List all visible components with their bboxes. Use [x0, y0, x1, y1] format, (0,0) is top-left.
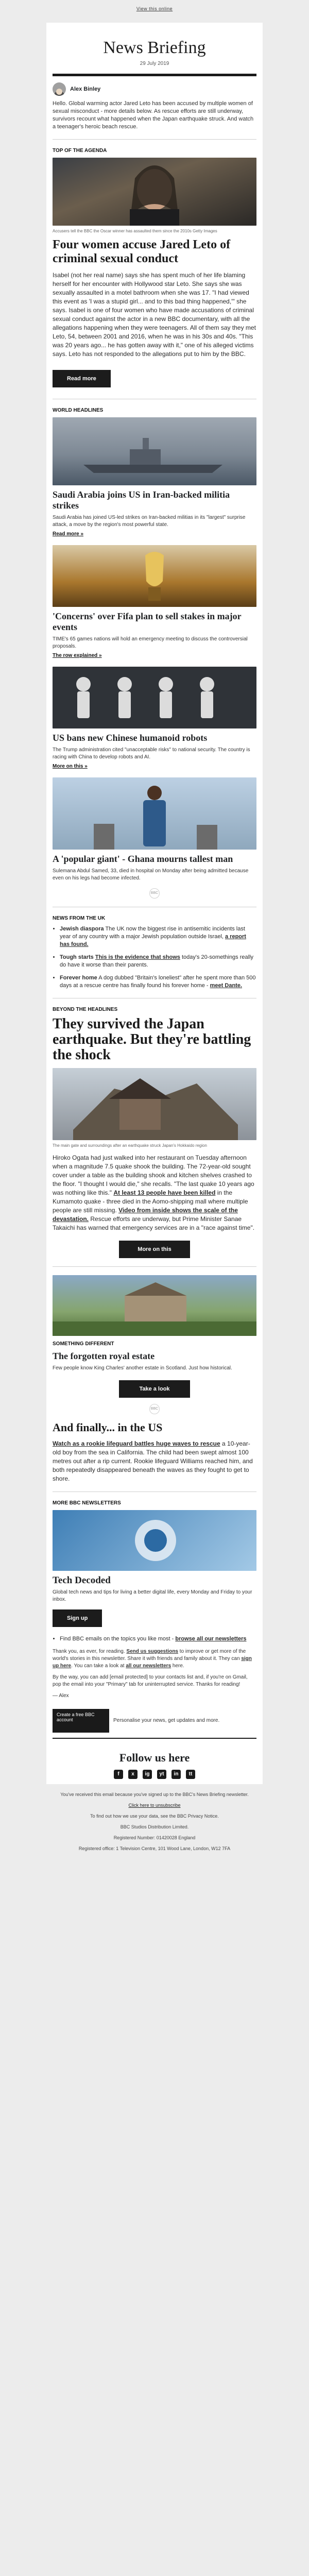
world-item-headline[interactable]: 'Concerns' over Fifa plan to sell stakes in major events: [53, 611, 242, 632]
privacy-notice: To find out how we use your data, see the BBC Privacy Notice.: [90, 1814, 219, 1819]
finally-link[interactable]: Watch as a rookie lifeguard battles huge waves to rescue: [53, 1440, 220, 1447]
suggestions-link[interactable]: Send us suggestions: [126, 1649, 178, 1654]
intro-text: Hello. Global warming actor Jared Leto has been accused by multiple women of sexual misconduct - more details below. As rescue efforts are still underway, survivors recount what happened when the Japan earthquake struck. And watch a teenager's heroic beach rescue.: [53, 100, 254, 130]
sign-up-button[interactable]: Sign up: [53, 1609, 102, 1627]
uk-bullet-link[interactable]: meet Dante.: [210, 982, 243, 989]
linkedin-icon[interactable]: in: [171, 1770, 181, 1779]
section-separator-icon: BBC: [53, 888, 256, 899]
uk-news: [46, 916, 263, 990]
feature-link[interactable]: At least 13 people have been killed: [113, 1189, 216, 1196]
newsletter-body: [46, 23, 263, 1784]
author-name: Alex Binley: [70, 86, 101, 92]
tiktok-icon[interactable]: tt: [186, 1770, 195, 1779]
read-more-button[interactable]: Read more: [53, 370, 111, 387]
more-on-this-button[interactable]: More on this: [119, 1241, 190, 1258]
footer: [0, 1784, 309, 1872]
author-row: [53, 76, 256, 100]
social-icons: [46, 1770, 263, 1779]
robots-image[interactable]: [53, 667, 256, 728]
unsubscribe-link[interactable]: Click here to unsubscribe: [128, 1803, 181, 1808]
more-newsletters: [46, 1500, 263, 1738]
finally-body: Watch as a rookie lifeguard battles huge waves to rescue a 10-year-old boy from the sea in California. The child had been swept almost 100 metres out after a rip current. Rookie lifeguard Williams reached him, and both repeatedly disappeared beneath the waves as they fought to get to shore.: [53, 1440, 253, 1482]
instagram-icon[interactable]: ig: [143, 1770, 152, 1779]
top-bar: [0, 0, 309, 23]
contacts-text: By the way, you can add [email protected] to your contacts list and, if you're on Gmail, pop the email into your "Primary" tab for uninterrupted service. Thanks for reading!: [53, 1674, 248, 1687]
facebook-icon[interactable]: f: [114, 1770, 123, 1779]
estate-image[interactable]: [53, 1275, 256, 1336]
follow-title: Follow us here: [119, 1751, 190, 1764]
feature-body: Hiroko Ogata had just walked into her restaurant on Tuesday afternoon when a magnitude 7.5 quake shook the building. The 72-year-old sought cover under a table as the building shook and kitchen shelves crashed to the floor. "I thought I would die," she recalls. "The last quake 10 years ago was nothing like this." At least 13 people have been killed in the Kumamoto quake - three died in the Aomo-shipping mall where multiple people are still missing. Video from inside shows the scale of the devastation. Rescue efforts are underway, but Prime Minister Sanae Takaichi has warned that emergency services are in a "race against time".: [53, 1154, 255, 1231]
x-icon[interactable]: x: [128, 1770, 138, 1779]
top-story: [46, 148, 263, 391]
newsletter-bullet: • Find BBC emails on the topics you like most - browse all our newsletters: [60, 1635, 256, 1643]
read-more-link[interactable]: More on this »: [53, 764, 88, 769]
ghana-image[interactable]: [53, 777, 256, 850]
newsletter-headline[interactable]: Tech Decoded: [53, 1575, 111, 1586]
take-a-look-button[interactable]: Take a look: [119, 1380, 190, 1398]
read-more-link[interactable]: Read more »: [53, 531, 84, 537]
signoff: — Alex: [53, 1693, 69, 1699]
world-item-summary: Sulemana Abdul Samed, 33, died in hospital on Monday after being admitted because even on his legs had become infected.: [53, 868, 249, 881]
world-item-summary: The Trump administration cited "unacceptable risks" to national security. The country is racing with China to develop robots and AI.: [53, 747, 250, 760]
different-headline[interactable]: The forgotten royal estate: [53, 1351, 155, 1361]
newsletter-summary: Global tech news and tips for living a better digital life, every Monday and Friday to your inbox.: [53, 1589, 252, 1602]
thanks-text: Thank you, as ever, for reading. Send us suggestions to improve or get more of the world's stories in this newsletter. Share it with friends and family about it. They can sign up here. You can take a look at all our newsletters here.: [53, 1649, 252, 1669]
browse-newsletters-link[interactable]: browse all our newsletters: [175, 1636, 247, 1642]
account-promo-box[interactable]: Create a free BBC account: [53, 1709, 109, 1733]
warship-image[interactable]: [53, 417, 256, 485]
view-online-link[interactable]: View this online: [136, 6, 173, 11]
divider: [53, 1266, 256, 1267]
different-summary: Few people know King Charles' another estate in Scotland. Just how historical.: [53, 1365, 232, 1371]
feature-headline[interactable]: They survived the Japan earthquake. But they're battling the shock: [53, 1016, 251, 1063]
uk-bullet: • Forever home A dog dubbed "Britain's loneliest" after he spent more than 500 days at a rescue centre has finally found his forever home - meet Dante.: [60, 974, 256, 990]
all-newsletters-link[interactable]: all our newsletters: [126, 1663, 171, 1669]
world-item-summary: TIME's 65 games nations will hold an emergency meeting to discuss the controversial proposals.: [53, 636, 248, 649]
feature-story: [46, 1007, 263, 1258]
masthead: [46, 23, 263, 74]
world-item-headline[interactable]: US bans new Chinese humanoid robots: [53, 733, 208, 743]
something-different: [46, 1275, 263, 1414]
uk-bullet-link[interactable]: This is the evidence that shows: [95, 954, 180, 960]
feature-video-link[interactable]: Video from inside shows the scale of the devastation.: [53, 1207, 238, 1223]
uk-bullet-link[interactable]: a report has found.: [60, 934, 246, 947]
top-story-image[interactable]: [53, 158, 256, 226]
divider: [53, 139, 256, 140]
youtube-icon[interactable]: yt: [157, 1770, 166, 1779]
image-caption: The main gate and surroundings after an earthquake struck Japan's Hokkaido region: [53, 1143, 207, 1148]
registered-office: Registered office: 1 Television Centre, 101 Wood Lane, London, W12 7FA: [78, 1846, 231, 1851]
world-item-headline[interactable]: A 'popular giant' - Ghana mourns tallest man: [53, 854, 233, 864]
author-avatar: [53, 82, 66, 96]
newsletter-date: 29 July 2019: [140, 61, 169, 66]
section-kicker: MORE BBC NEWSLETTERS: [53, 1500, 121, 1506]
uk-bullet: • Tough starts This is the evidence that shows today's 20-somethings really do have it worse than their parents.: [60, 954, 256, 969]
section-kicker: SOMETHING DIFFERENT: [53, 1341, 114, 1347]
section-kicker: WORLD HEADLINES: [53, 408, 104, 413]
uk-bullet: • Jewish diaspora The UK now the biggest rise in antisemitic incidents last year of any country with a major Jewish population outside Israel, a report has found.: [60, 925, 256, 948]
section-separator-icon: BBC: [53, 1404, 256, 1414]
footer-notice: You've received this email because you've signed up to the BBC's News Briefing newsletter.: [60, 1792, 249, 1797]
account-promo-text: Personalise your news, get updates and more.: [113, 1718, 220, 1723]
follow-us: [46, 1739, 263, 1784]
registered-number: Registered Number: 01420028 England: [113, 1835, 196, 1840]
section-kicker: TOP OF THE AGENDA: [53, 148, 107, 154]
earthquake-image[interactable]: [53, 1068, 256, 1140]
and-finally: [46, 1420, 263, 1483]
account-promo[interactable]: [53, 1704, 256, 1738]
read-more-link[interactable]: The row explained »: [53, 653, 102, 658]
world-item-summary: Saudi Arabia has joined US-led strikes on Iran-backed militias in its "largest" surprise attack, a move by the region's most powerful state.: [53, 515, 246, 528]
section-kicker: BEYOND THE HEADLINES: [53, 1007, 118, 1012]
company-name: BBC Studios Distribution Limited.: [120, 1824, 189, 1829]
top-story-body: Isabel (not her real name) says she has spent much of her life blaming herself for her encounter with Hollywood star Leto. She says she was sexually assaulted in a motel bathroom when she was 17. "I had viewed this event as 'I was a stupid girl... and to this bad thing happened,'" she says. Isabel is one of four women who have made accusations of criminal sexual conduct against the actor in a new BBC documentary, with all the allegations happening when they were teenagers. All of them say they met Leto, 54, between 2001 and 2016, when he was in his 30s and 40s. "This was 20 years ago... he has gotten away with it," one of his alleged victims says. Leto has not responded to the allegations put to him by the BBC.: [53, 272, 256, 358]
top-story-headline[interactable]: Four women accuse Jared Leto of criminal sexual conduct: [53, 238, 231, 265]
trophy-image[interactable]: [53, 545, 256, 607]
image-caption: Accusers tell the BBC the Oscar winner has assaulted them since the 2010s Getty Images: [53, 229, 217, 233]
sign-up-link[interactable]: sign up here: [53, 1656, 252, 1669]
tech-decoded-image[interactable]: [53, 1510, 256, 1571]
world-headlines: [46, 408, 263, 899]
section-kicker: NEWS FROM THE UK: [53, 916, 106, 921]
world-item-headline[interactable]: Saudi Arabia joins US in Iran-backed militia strikes: [53, 489, 230, 511]
newsletter-title: News Briefing: [103, 38, 206, 57]
finally-headline: And finally... in the US: [53, 1421, 163, 1434]
